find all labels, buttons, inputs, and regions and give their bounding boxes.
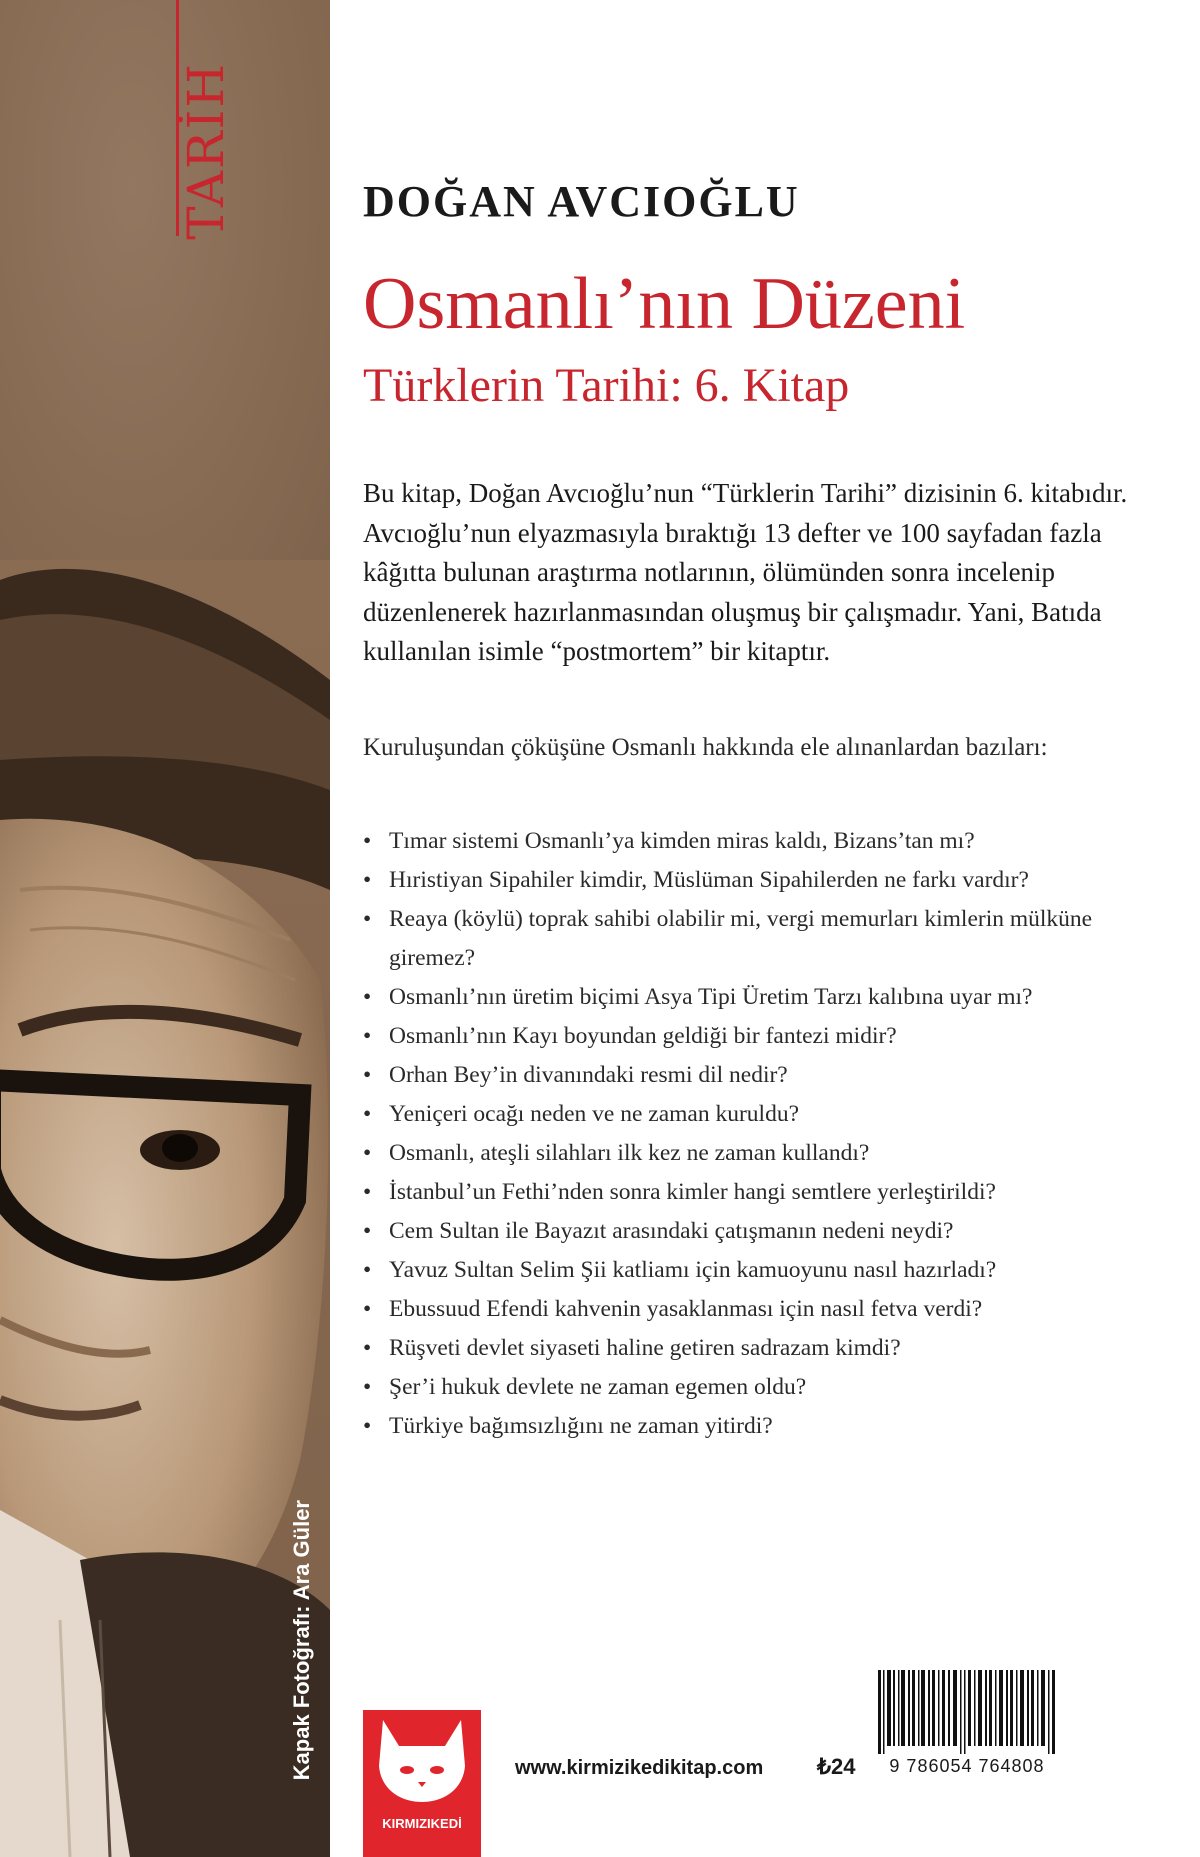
author-portrait-image (0, 560, 330, 1857)
bullet-icon: • (363, 1374, 372, 1400)
barcode-number: 9 786054 764808 (889, 1756, 1045, 1776)
list-item: • Ebussuud Efendi kahvenin yasaklanması için nasıl fetva verdi? (363, 1290, 1173, 1329)
bullet-icon: • (363, 984, 372, 1010)
list-item: • Tımar sistemi Osmanlı’ya kimden miras kaldı, Bizans’tan mı? (363, 822, 1173, 861)
photo-credit: Kapak Fotoğrafı: Ara Güler (289, 1499, 314, 1780)
list-item: • Cem Sultan ile Bayazıt arasındaki çatışmanın nedeni neydi? (363, 1212, 1173, 1251)
book-description: Bu kitap, Doğan Avcıoğlu’nun “Türklerin Tarihi” dizisinin 6. kitabıdır. Avcıoğlu’nun elyazmasıyla bıraktığı 13 defter ve 100 sayfadan fazla kâğıtta bulunan araştırma notlarının, ölümünden sonra incelenip düzenlenerek hazırlanmasından oluşmuş bir çalışmadır. Yani, Batıda kullanılan isimle “postmortem” bir kitaptır. (363, 478, 1128, 666)
cat-logo-icon (363, 1710, 481, 1857)
cover-left-strip (0, 0, 330, 1857)
strip-texture (0, 0, 330, 620)
questions-list (363, 822, 1173, 1446)
bullet-icon: • (363, 1023, 372, 1049)
bullet-icon: • (363, 1257, 372, 1283)
list-item: • Türkiye bağımsızlığını ne zaman yitirdi? (363, 1407, 1173, 1446)
bullet-icon: • (363, 1101, 372, 1127)
series-label: TARİH (177, 62, 235, 240)
list-item: • Hıristiyan Sipahiler kimdir, Müslüman Sipahilerden ne farkı vardır? (363, 861, 1173, 900)
author-name: DOĞAN AVCIOĞLU (363, 177, 800, 226)
book-subtitle: Türklerin Tarihi: 6. Kitap (363, 359, 850, 412)
book-title: Osmanlı’nın Düzeni (363, 263, 966, 345)
bullet-icon: • (363, 1179, 372, 1205)
bullet-icon: • (363, 828, 372, 854)
bullet-icon: • (363, 906, 372, 932)
bullet-icon: • (363, 1296, 372, 1322)
list-item: • Yavuz Sultan Selim Şii katliamı için kamuoyunu nasıl hazırladı? (363, 1251, 1173, 1290)
list-item: • Osmanlı’nın üretim biçimi Asya Tipi Üretim Tarzı kalıbına uyar mı? (363, 978, 1173, 1017)
list-item: • Osmanlı’nın Kayı boyundan geldiği bir fantezi midir? (363, 1017, 1173, 1056)
bullet-icon: • (363, 1062, 372, 1088)
bullet-icon: • (363, 1335, 372, 1361)
bullet-icon: • (363, 867, 372, 893)
list-item: • Osmanlı, ateşli silahları ilk kez ne zaman kullandı? (363, 1134, 1173, 1173)
publisher-logo-text: KIRMIZIKEDİ (382, 1816, 462, 1831)
questions-intro: Kuruluşundan çöküşüne Osmanlı hakkında ele alınanlardan bazıları: (363, 734, 1048, 761)
book-price: ₺24 (817, 1754, 856, 1779)
list-item: • İstanbul’un Fethi’nden sonra kimler hangi semtlere yerleştirildi? (363, 1173, 1173, 1212)
list-item: • Yeniçeri ocağı neden ve ne zaman kuruldu? (363, 1095, 1173, 1134)
list-item: • Orhan Bey’in divanındaki resmi dil nedir? (363, 1056, 1173, 1095)
publisher-website[interactable]: www.kirmizikedikitap.com (515, 1757, 764, 1779)
list-item: • Reaya (köylü) toprak sahibi olabilir mi, vergi memurları kimlerin mülküne giremez? (363, 900, 1173, 978)
bullet-icon: • (363, 1140, 372, 1166)
bullet-icon: • (363, 1218, 372, 1244)
list-item: • Şer’i hukuk devlete ne zaman egemen oldu? (363, 1368, 1173, 1407)
list-item: • Rüşveti devlet siyaseti haline getiren sadrazam kimdi? (363, 1329, 1173, 1368)
bullet-icon: • (363, 1413, 372, 1439)
